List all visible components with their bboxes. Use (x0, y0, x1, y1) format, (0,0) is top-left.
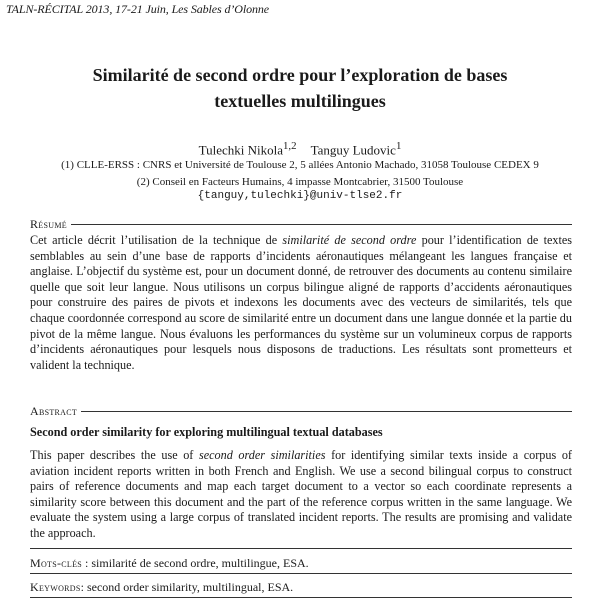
divider-rule (30, 548, 572, 549)
keywords-line (30, 580, 293, 595)
title-line-1: Similarité de second ordre pour l’exploration de bases (92, 65, 508, 85)
resume-heading-label: Résumé (30, 217, 67, 231)
abstract-text-start: This paper describes the use of (30, 448, 199, 462)
resume-text-start: Cet article décrit l’utilisation de la technique de (30, 233, 283, 247)
author-2-affiliation-mark: 1 (395, 140, 402, 152)
mots-cles-label: Mots-clés (30, 556, 83, 570)
abstract-text-end: for identifying similar texts inside a corpus of aviation incident reports written in both French and English. We use a second bilingual corpus to construct pairs of reference documents and map each target document to a vector so each coordinate represents a similarity score between this document and the part of the reference corpus written in the same language. We evaluate the system using a large corpus of translated incident reports. The results are promising and validate the approach. (30, 448, 572, 540)
abstract-heading-label: Abstract (30, 404, 78, 418)
abstract-paragraph (30, 448, 572, 542)
english-title: Second order similarity for exploring multilingual textual databases (30, 425, 383, 439)
divider-rule (30, 573, 572, 574)
mots-cles-values: similarité de second ordre, multilingue, ESA. (91, 556, 309, 570)
keywords-separator: : (80, 580, 87, 594)
resume-heading (30, 217, 572, 232)
mots-cles-line (30, 556, 309, 571)
keywords-values: second order similarity, multilingual, ESA. (86, 580, 294, 594)
title-line-2: textuelles multilingues (214, 91, 386, 111)
affiliation-1: (1) CLLE-ERSS : CNRS et Université de Toulouse 2, 5 allées Antonio Machado, 31058 Toulouse CEDEX 9 (61, 159, 539, 171)
author-1-affiliation-mark: 1,2 (283, 140, 297, 152)
keywords-label: Keywords (30, 580, 81, 594)
conference-header: TALN-RÉCITAL 2013, 17-21 Juin, Les Sables d’Olonne (6, 2, 269, 16)
author-list (0, 140, 600, 158)
author-1: Tulechki Nikola (198, 142, 284, 158)
resume-heading-rule (71, 224, 572, 225)
resume-text-end: pour l’identification de textes semblables au sein d’une base de rapports d’incidents aéronautiques mélangeant les langues française et anglaise. L’objectif du système est, pour un document donné, de retrouver des documents au contenu similaire quelle que soit leur langue. Nous utilisons un corpus bilingue aligné de rapports d’accidents aéronautiques pour construire des paires de pivots et indexons les documents avec des vecteurs de similarités, tels que chaque coordonnée correspond au score de similarité entre un document dans une langue donnée et la partie du pivot de la même langue. Nous évaluons les performances du système sur un volumineux corpus de rapports d’incidents aéronautiques pour lesquels nous disposons de traductions. Les résultats sont prometteurs et valident la technique. (30, 233, 573, 372)
divider-rule (30, 597, 572, 598)
author-2: Tanguy Ludovic (310, 142, 396, 158)
resume-text-emphasis: similarité de second ordre (282, 233, 417, 247)
resume-paragraph (30, 233, 572, 373)
abstract-heading (30, 404, 572, 419)
paper-title (0, 62, 600, 114)
author-email: {tanguy,tulechki}@univ-tlse2.fr (197, 190, 403, 202)
mots-cles-separator: : (82, 556, 92, 570)
abstract-heading-rule (81, 411, 572, 412)
abstract-text-emphasis: second order similarities (198, 448, 326, 462)
affiliation-2: (2) Conseil en Facteurs Humains, 4 impasse Montcabrier, 31500 Toulouse (136, 176, 464, 188)
